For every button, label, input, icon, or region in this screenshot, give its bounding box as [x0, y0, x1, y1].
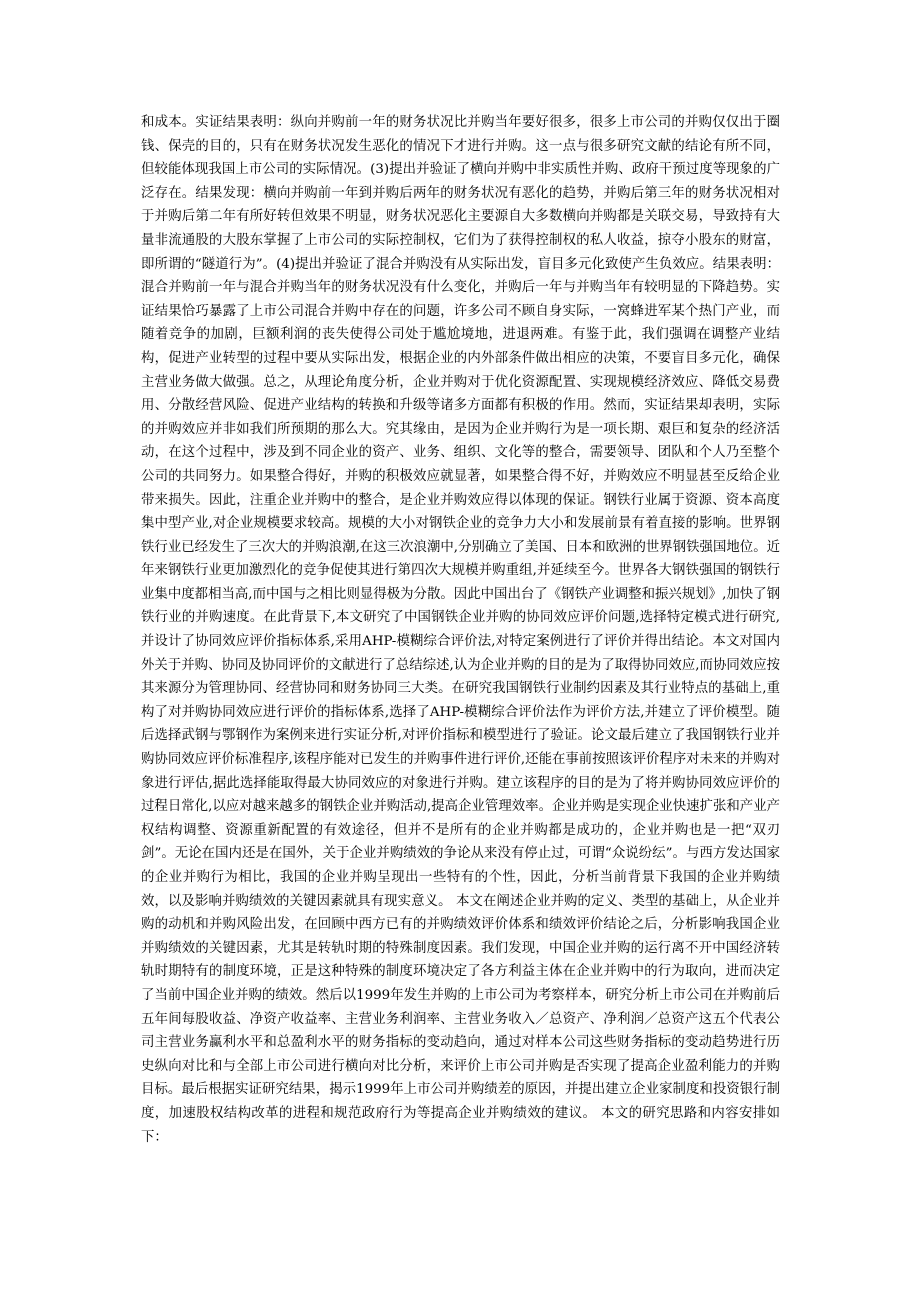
body-paragraph: 和成本。实证结果表明：纵向并购前一年的财务状况比并购当年要好很多，很多上市公司的并购仅仅出于圈钱、保壳的目的，只有在财务状况发生恶化的情况下才进行并购。这一点与很多研究文献的结论有所不同，但较能体现我国上市公司的实际情况。(3)提出并验证了横向并购中非实质性并购、政府干预过度等现象的广泛存在。结果发现：横向并购前一年到并购后两年的财务状况有恶化的趋势，并购后第三年的财务状况相对于并购后第二年有所好转但效果不明显，财务状况恶化主要源自大多数横向并购都是关联交易，导致持有大量非流通股的大股东掌握了上市公司的实际控制权，它们为了获得控制权的私人收益，掠夺小股东的财富，即所谓的“隧道行为”。(4)提出并验证了混合并购没有从实际出发，盲目多元化致使产生负效应。结果表明：混合并购前一年与混合并购当年的财务状况没有什么变化，并购后一年与并购当年有较明显的下降趋势。实证结果恰巧暴露了上市公司混合并购中存在的问题，许多公司不顾自身实际，一窝蜂进军某个热门产业，而随着竞争的加剧，巨额利润的丧失使得公司处于尴尬境地，进退两难。有鉴于此，我们强调在调整产业结构，促进产业转型的过程中要从实际出发，根据企业的内外部条件做出相应的决策，不要盲目多元化，确保主营业务做大做强。总之，从理论角度分析，企业并购对于优化资源配置、实现规模经济效应、降低交易费用、分散经营风险、促进产业结构的转换和升级等诸多方面都有积极的作用。然而，实证结果却表明，实际的并购效应并非如我们所预期的那么大。究其缘由，是因为企业并购行为是一项长期、艰巨和复杂的经济活动，在这个过程中，涉及到不同企业的资产、业务、组织、文化等的整合，需要领导、团队和个人乃至整个公司的共同努力。如果整合得好，并购的积极效应就显著，如果整合得不好，并购效应不明显甚至反给企业带来损失。因此，注重企业并购中的整合，是企业并购效应得以体现的保证。钢铁行业属于资源、资本高度集中型产业,对企业规模要求较高。规模的大小对钢铁企业的竞争力大小和发展前景有着直接的影响。世界钢铁行业已经发生了三次大的并购浪潮,在这三次浪潮中,分别确立了美国、日本和欧洲的世界钢铁强国地位。近年来钢铁行业更加激烈化的竞争促使其进行第四次大规模并购重组,并延续至今。世界各大钢铁强国的钢铁行业集中度都相当高,而中国与之相比则显得极为分散。因此中国出台了《钢铁产业调整和振兴规划》,加快了钢铁行业的并购速度。在此背景下,本文研究了中国钢铁企业并购的协同效应评价问题,选择特定模式进行研究,并设计了协同效应评价指标体系,采用AHP-模糊综合评价法,对特定案例进行了评价并得出结论。本文对国内外关于并购、协同及协同评价的文献进行了总结综述,认为企业并购的目的是为了取得协同效应,而协同效应按其来源分为管理协同、经营协同和财务协同三大类。在研究我国钢铁行业制约因素及其行业特点的基础上,重构了对并购协同效应进行评价的指标体系,选择了AHP-模糊综合评价法作为评价方法,并建立了评价模型。随后选择武钢与鄂钢作为案例来进行实证分析,对评价指标和模型进行了验证。论文最后建立了我国钢铁行业并购协同效应评价标准程序,该程序能对已发生的并购事件进行评价,还能在事前按照该评价程序对未来的并购对象进行评估,据此选择能取得最大协同效应的对象进行并购。建立该程序的目的是为了将并购协同效应评价的过程日常化,以应对越来越多的钢铁企业并购活动,提高企业管理效率。企业并购是实现企业快速扩张和产业产权结构调整、资源重新配置的有效途径，但并不是所有的企业并购都是成功的，企业并购也是一把“双刃剑”。无论在国内还是在国外，关于企业并购绩效的争论从来没有停止过，可谓“众说纷纭”。与西方发达国家的企业并购行为相比，我国的企业并购呈现出一些特有的个性，因此，分析当前背景下我国的企业并购绩效，以及影响并购绩效的关键因素就具有现实意义。 本文在阐述企业并购的定义、类型的基础上，从企业并购的动机和并购风险出发，在回顾中西方已有的并购绩效评价体系和绩效评价结论之后，分析影响我国企业并购绩效的关键因素，尤其是转轨时期的特殊制度因素。我们发现，中国企业并购的运行离不开中国经济转轨时期特有的制度环境，正是这种特殊的制度环境决定了各方利益主体在企业并购中的行为取向，进而决定了当前中国企业并购的绩效。然后以1999年发生并购的上市公司为考察样本，研究分析上市公司在并购前后五年间每股收益、净资产收益率、主营业务利润率、主营业务收入／总资产、净利润／总资产这五个代表公司主营业务赢利水平和总盈利水平的财务指标的变动趋向，通过对样本公司这些财务指标的变动趋势进行历史纵向对比和与全部上市公司进行横向对比分析，来评价上市公司并购是否实现了提高企业盈利能力的并购目标。最后根据实证研究结果，揭示1999年上市公司并购绩差的原因，并提出建立企业家制度和投资银行制度，加速股权结构改革的进程和规范政府行为等提高企业并购绩效的建议。 本文的研究思路和内容安排如下：: [141, 115, 780, 1145]
